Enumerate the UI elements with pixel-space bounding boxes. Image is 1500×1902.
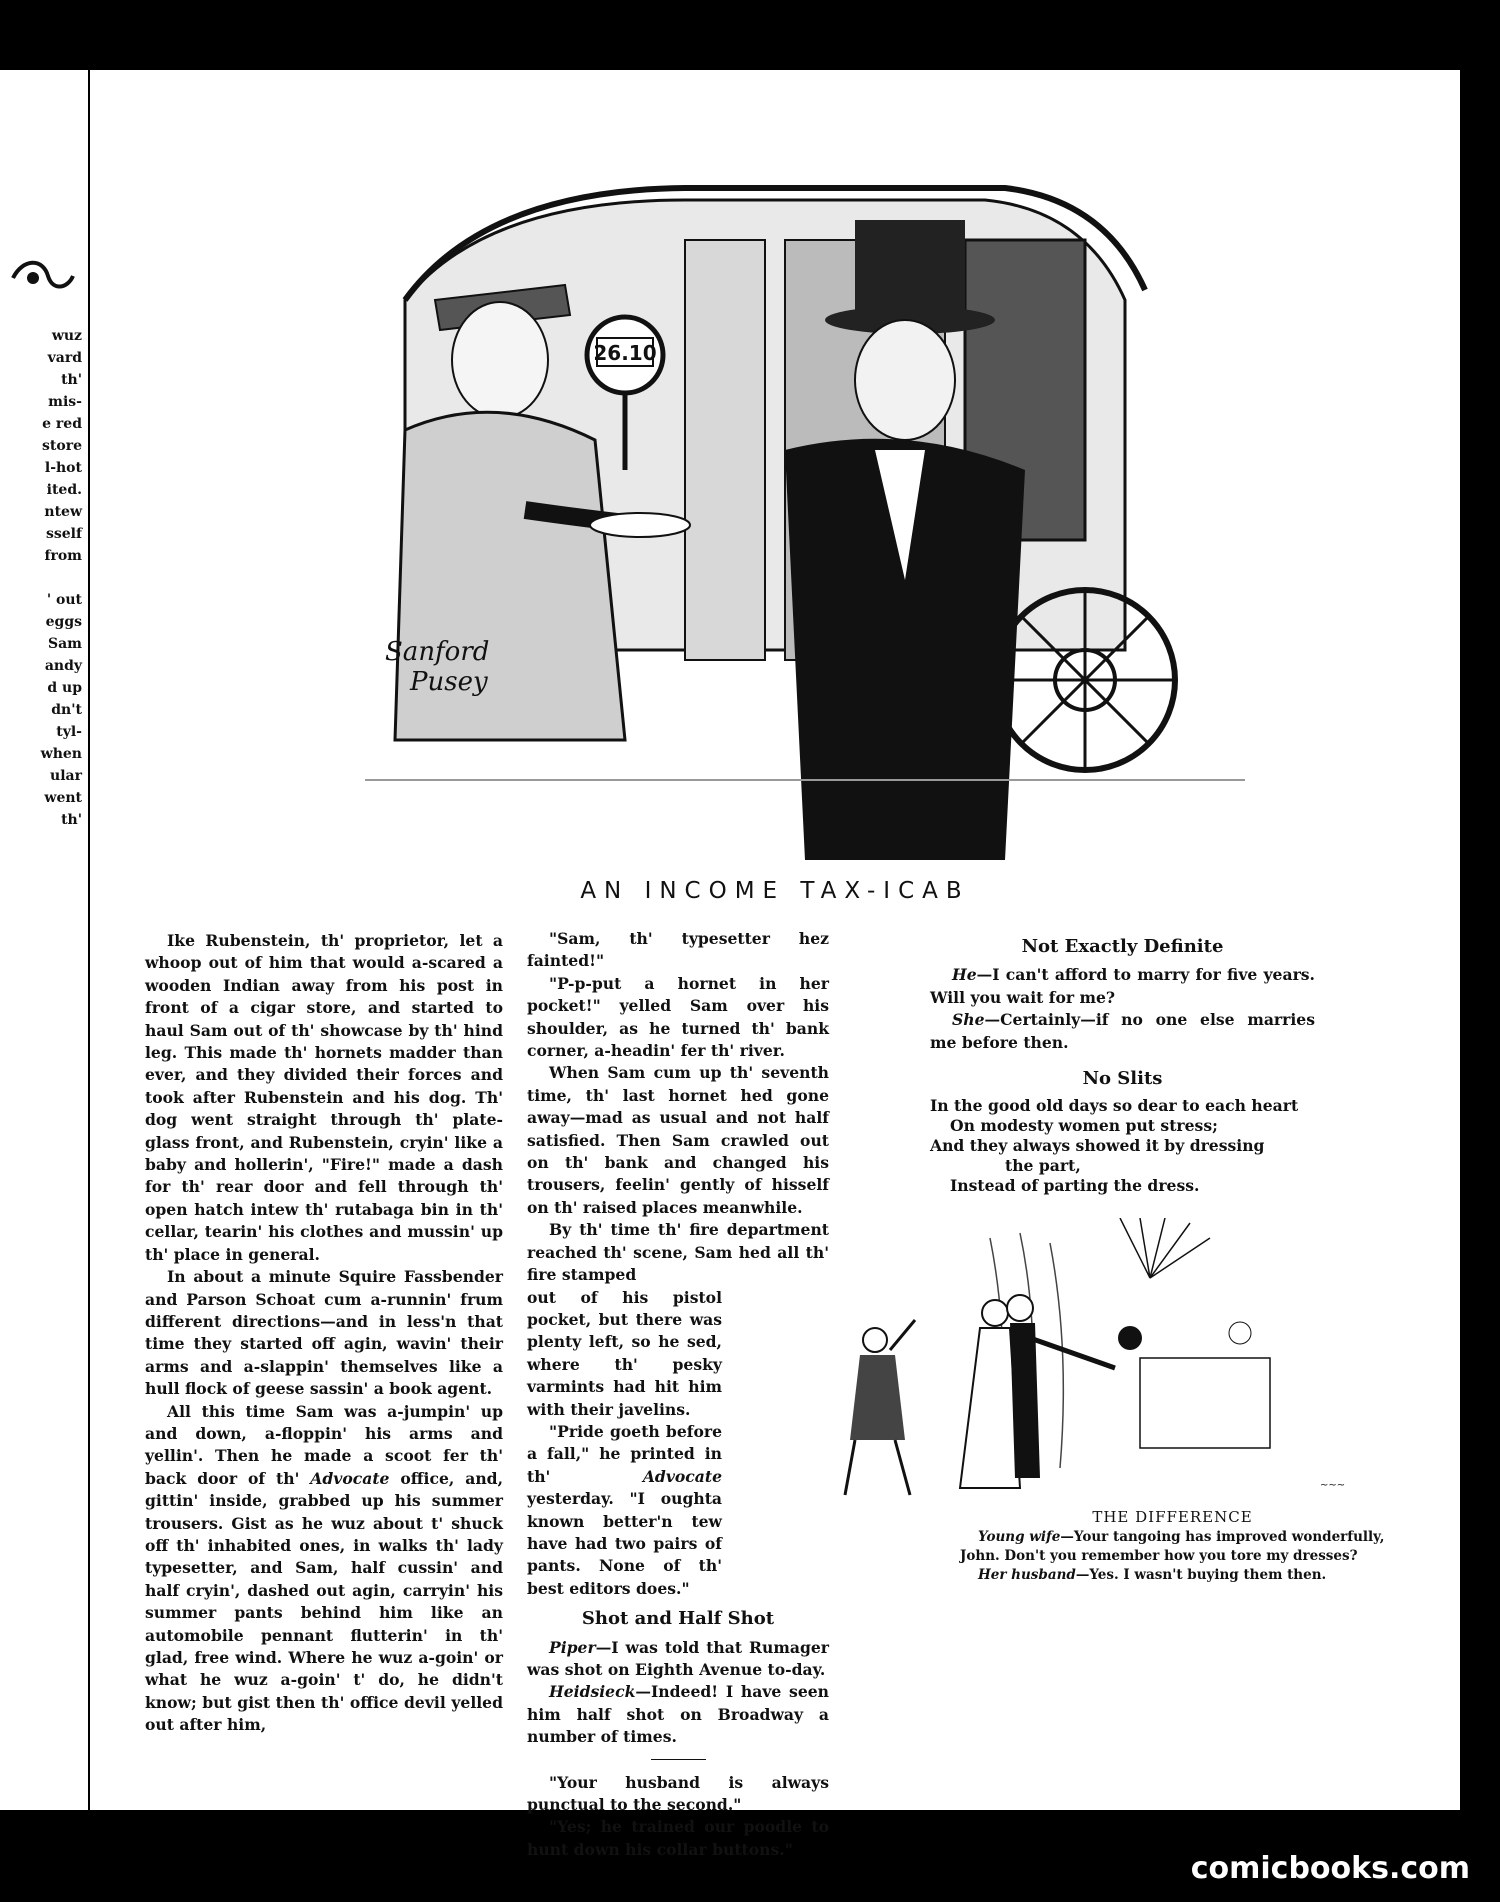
fragment-text: l-hot (44, 460, 82, 476)
caption-text: Young wife—Your tangoing has improved wonderfully, John. Don't you remember how you tore my dresses? Her husband—Yes. I wasn't buying them then. (960, 1529, 1385, 1583)
section-heading: Not Exactly Definite (1021, 936, 1224, 957)
fragment-text: ular (50, 768, 82, 784)
fragment-text: eggs (45, 614, 82, 630)
article-title: AN INCOME TAX-ICAB (580, 878, 970, 904)
poem-line: the part, (1005, 1156, 1081, 1176)
fragment-text: ' out (46, 592, 82, 608)
meter-reading: 26.10 (593, 341, 657, 365)
paragraph: "Sam, th' typesetter hez fainted!" (527, 929, 829, 971)
magazine-page (90, 70, 1460, 1859)
paragraph: out of his pistol pocket, but there was plenty left, so he sed, where th' pesky varmints had hit him with their javelins. (527, 1287, 722, 1419)
fragment-text: store (42, 438, 82, 454)
joke-line: "Yes; he trained our poodle to hunt down his collar buttons." (527, 1817, 829, 1859)
fragment-text: from (44, 548, 82, 564)
paragraph: "Pride goeth before a fall," he printed in th' Advocate yesterday. "I oughta known better'n tew have had two pairs of pants. None of th' best editors does." (527, 1421, 722, 1598)
section-heading: No Slits (1082, 1068, 1163, 1090)
fragment-text: th' (61, 812, 82, 828)
fragment-text: dn't (51, 702, 82, 718)
artist-signature: Sanford (385, 637, 490, 667)
fragment-text: when (40, 746, 82, 762)
svg-text:Pusey: Pusey (410, 667, 488, 697)
dialogue-line: He—I can't afford to marry for five years. Will you wait for me? (930, 965, 1315, 1007)
ornament-icon (8, 258, 78, 294)
watermark: comicbooks.com (1190, 1851, 1470, 1886)
divider (651, 1759, 706, 1760)
column-1 (145, 930, 503, 1737)
caption-title: THE DIFFERENCE (1092, 1508, 1253, 1526)
fragment-text: ited. (46, 482, 82, 498)
paragraph: Ike Rubenstein, th' proprietor, let a whoop out of him that would a-scared a wooden Indian away from his post in front of a cigar store, and started to haul Sam out of th' showcase by th' hind leg. This made th' hornets madder than ever, and they divided their forces and took after Rubenstein and his dog. Th' dog went straight through th' plate-glass front, and Rubenstein, cryin' like a baby and hollerin', "Fire!" made a dash for th' rear door and fell through th' open hatch intew th' rutabaga bin in th' cellar, tearin' his clothes and mussin' up th' place in general. (145, 931, 503, 1264)
fragment-text: wuz (51, 328, 82, 344)
paragraph: By th' time th' fire department reached th' scene, Sam hed all th' fire stamped (527, 1220, 829, 1285)
column-3 (930, 928, 1315, 1196)
dialogue-line: Piper—I was told that Rumager was shot on Eighth Avenue to-day. (527, 1637, 829, 1679)
fragment-text: th' (61, 372, 82, 388)
section-heading: Shot and Half Shot (581, 1608, 775, 1630)
fragment-text: sself (45, 526, 82, 542)
poem-line: On modesty women put stress; (950, 1116, 1218, 1136)
fragment-text: vard (47, 350, 82, 366)
paragraph: All this time Sam was a-jumpin' up and down, a-floppin' his arms and yellin'. Then he made a scoot fer th' back door of th' Advocate office, and, gittin' inside, grabbed up his summer trousers. Gist as he wuz about t' shuck off th' inhabited ones, in walks th' lady typesetter, and Sam, half cussin' and half cryin', dashed out agin, carryin' his summer pants behind him like an automobile pennant flutterin' in th' glad, free wind. Where he wuz a-goin' or what he wuz a-goin' t' do, he didn't know; but gist then th' office devil yelled out after him, (145, 1401, 503, 1735)
tango-illustration (930, 1218, 1430, 1498)
paragraph: "P-p-put a hornet in her pocket!" yelled Sam over his shoulder, as he turned th' bank corner, a-headin' fer th' river. (527, 973, 829, 1061)
fragment-text: ntew (44, 504, 82, 520)
joke-line: "Your husband is always punctual to the second." (527, 1772, 829, 1815)
poem (930, 1096, 1315, 1196)
fragment-text: tyl- (56, 724, 82, 740)
fragment-text: went (44, 790, 82, 806)
poem-line: Instead of parting the dress. (950, 1176, 1200, 1196)
column-2 (527, 928, 829, 1861)
taxicab-cartoon (365, 180, 1245, 870)
fragment-text: mis- (48, 394, 82, 410)
dialogue-line: Heidsieck—Indeed! I have seen him half shot on Broadway a number of times. (527, 1682, 829, 1747)
svg-text:~~~: ~~~ (1320, 1480, 1346, 1491)
poem-line: In the good old days so dear to each heart (930, 1096, 1299, 1116)
fragment-text: andy (44, 658, 82, 674)
paragraph: When Sam cum up th' seventh time, th' last hornet hed gone away—mad as usual and not half satisfied. Then Sam crawled out on th' bank and changed his trousers, feelin' gently of hisself on th' raised places meanwhile. (527, 1063, 829, 1217)
fragment-text: Sam (48, 636, 82, 652)
fragment-text: e red (42, 416, 82, 432)
facing-page-sliver (0, 70, 88, 1810)
poem-line: And they always showed it by dressing (930, 1136, 1265, 1156)
dancing-couple-illustration (835, 1310, 930, 1500)
paragraph: In about a minute Squire Fassbender and Parson Schoat cum a-runnin' frum different directions—and in less'n that time they started off agin, wavin' their arms and a-slappin' themselves like a hull flock of geese sassin' a book agent. (145, 1267, 503, 1399)
fragment-text: d up (47, 680, 82, 696)
dialogue-line: She—Certainly—if no one else marries me before then. (930, 1010, 1315, 1052)
